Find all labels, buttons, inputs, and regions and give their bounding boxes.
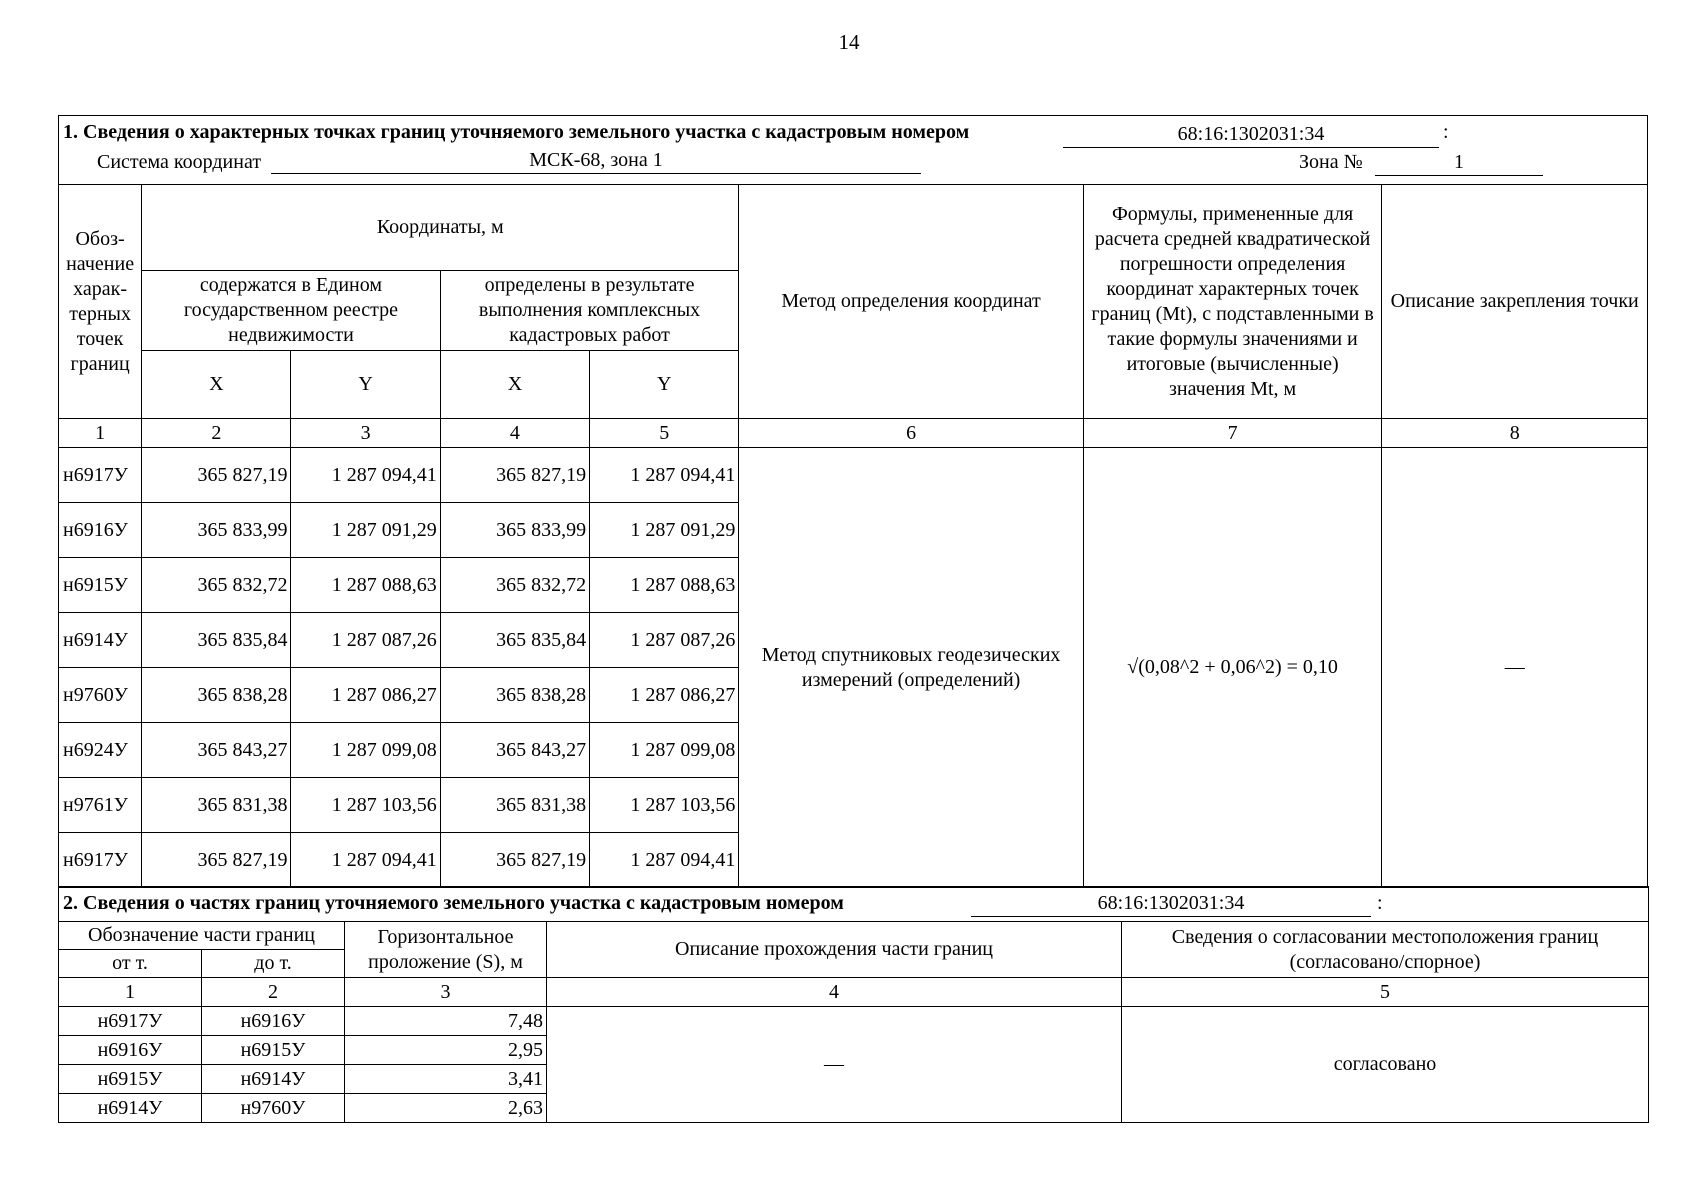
point-y-egrn: 1 287 094,41 [291,448,440,503]
column-number: 6 [739,419,1083,448]
column-number: 5 [590,419,739,448]
part-length: 7,48 [345,1007,547,1036]
part-from: н6914У [59,1094,202,1123]
part-length: 3,41 [345,1065,547,1094]
header-fixing: Описание закрепления точки [1382,185,1648,419]
header-determined: определены в результате выполнения комплексных кадастровых работ [440,271,739,351]
point-x-determined: 365 832,72 [440,558,589,613]
column-number: 5 [1122,978,1649,1007]
point-x-determined: 365 838,28 [440,668,589,723]
point-x-determined: 365 843,27 [440,723,589,778]
section1-cadastral-number: 68:16:1302031:34 [1063,122,1439,148]
header-y-determined: Y [590,351,739,419]
part-from: н6915У [59,1065,202,1094]
section2-title: 2. Сведения о частях границ уточняемого земельного участка с кадастровым номером [63,892,844,915]
column-number: 1 [59,978,202,1007]
point-y-egrn: 1 287 094,41 [291,833,440,888]
point-y-determined: 1 287 088,63 [590,558,739,613]
point-x-egrn: 365 832,72 [142,558,291,613]
column-number: 3 [345,978,547,1007]
point-x-determined: 365 827,19 [440,833,589,888]
point-name: н6916У [59,503,142,558]
point-y-determined: 1 287 087,26 [590,613,739,668]
point-x-egrn: 365 843,27 [142,723,291,778]
part-to: н6916У [202,1007,345,1036]
part-from: н6917У [59,1007,202,1036]
column-number: 2 [142,419,291,448]
column-number: 7 [1083,419,1382,448]
point-y-determined: 1 287 103,56 [590,778,739,833]
header-x-determined: X [440,351,589,419]
point-x-determined: 365 833,99 [440,503,589,558]
coord-system-value: МСК-68, зона 1 [271,148,921,174]
header-horizontal: Горизонтальное проложение (S), м [345,922,547,978]
point-x-egrn: 365 835,84 [142,613,291,668]
column-number: 4 [440,419,589,448]
column-number: 1 [59,419,142,448]
point-x-determined: 365 831,38 [440,778,589,833]
part-to: н6915У [202,1036,345,1065]
part-from: н6916У [59,1036,202,1065]
formula-value: √(0,08^2 + 0,06^2) = 0,10 [1083,448,1382,888]
point-name: н9760У [59,668,142,723]
section2-table [58,886,1649,1123]
part-length: 2,63 [345,1094,547,1123]
point-name: н6917У [59,448,142,503]
column-number: 4 [547,978,1122,1007]
header-x-egrn: X [142,351,291,419]
column-number: 8 [1382,419,1648,448]
point-y-egrn: 1 287 099,08 [291,723,440,778]
point-x-egrn: 365 831,38 [142,778,291,833]
section1-table [58,115,1648,888]
header-method: Метод определения координат [739,185,1083,419]
section1-header [59,116,1648,185]
column-number: 2 [202,978,345,1007]
part-to: н9760У [202,1094,345,1123]
point-x-egrn: 365 827,19 [142,833,291,888]
section2-colon: : [1377,892,1383,915]
section2-cadastral-number: 68:16:1302031:34 [971,891,1371,917]
header-designation: Обоз-начение харак-терных точек границ [59,185,142,419]
zone-label: Зона № [1299,151,1363,173]
part-row [59,1007,1649,1036]
point-y-determined: 1 287 086,27 [590,668,739,723]
point-x-egrn: 365 838,28 [142,668,291,723]
point-name: н6915У [59,558,142,613]
point-y-egrn: 1 287 091,29 [291,503,440,558]
zone-value: 1 [1375,150,1543,176]
header-agreement: Сведения о согласовании местоположения границ (согласовано/спорное) [1122,922,1649,978]
header-coordinates: Координаты, м [142,185,739,271]
point-x-egrn: 365 827,19 [142,448,291,503]
point-y-determined: 1 287 091,29 [590,503,739,558]
part-length: 2,95 [345,1036,547,1065]
point-x-determined: 365 835,84 [440,613,589,668]
fixing-value: — [1382,448,1648,888]
point-x-egrn: 365 833,99 [142,503,291,558]
point-y-egrn: 1 287 088,63 [291,558,440,613]
point-y-egrn: 1 287 103,56 [291,778,440,833]
point-y-egrn: 1 287 087,26 [291,613,440,668]
point-y-egrn: 1 287 086,27 [291,668,440,723]
point-y-determined: 1 287 094,41 [590,833,739,888]
point-name: н9761У [59,778,142,833]
header-description: Описание прохождения части границ [547,922,1122,978]
header-from: от т. [59,950,202,978]
header-formulas: Формулы, примененные для расчета средней квадратической погрешности определения координат характерных точек границ (Mt), с подставленными в такие формулы значениями и итоговые (вычисленные) значения Mt, м [1083,185,1382,419]
point-name: н6924У [59,723,142,778]
point-name: н6917У [59,833,142,888]
point-y-determined: 1 287 099,08 [590,723,739,778]
header-to: до т. [202,950,345,978]
point-name: н6914У [59,613,142,668]
section2-header [59,887,1649,922]
method-value: Метод спутниковых геодезических измерений (определений) [739,448,1083,888]
point-x-determined: 365 827,19 [440,448,589,503]
section1-title: 1. Сведения о характерных точках границ уточняемого земельного участка с кадастровым номером [63,121,970,143]
document-frame [58,115,1648,1123]
agreement-value: согласовано [1122,1007,1649,1123]
coord-system-label: Система координат [97,151,262,173]
description-value: — [547,1007,1122,1123]
point-row [59,448,1648,503]
column-number: 3 [291,419,440,448]
point-y-determined: 1 287 094,41 [590,448,739,503]
header-part-designation: Обозначение части границ [59,922,345,950]
header-egrn: содержатся в Едином государственном реестре недвижимости [142,271,441,351]
header-y-egrn: Y [291,351,440,419]
section1-colon: : [1443,121,1449,143]
part-to: н6914У [202,1065,345,1094]
page-number: 14 [838,30,860,54]
